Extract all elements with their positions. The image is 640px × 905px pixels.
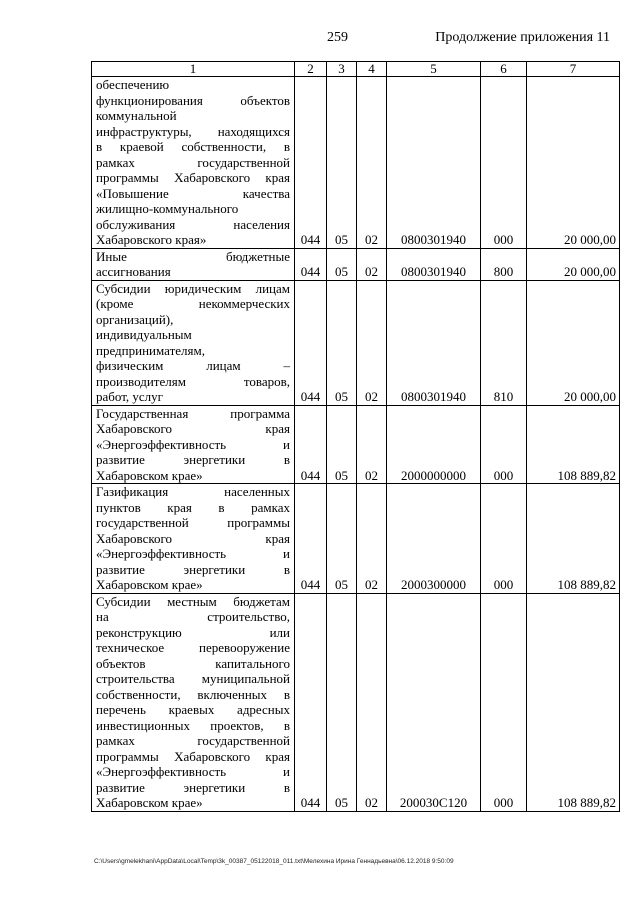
row-name-line: ассигнования xyxy=(96,264,171,279)
row-name xyxy=(92,593,295,811)
table-row xyxy=(92,77,620,249)
row-name-line: производителям товаров, xyxy=(96,373,290,389)
row-name-line: индивидуальным xyxy=(96,327,192,342)
amount-cell: 108 889,82 xyxy=(527,484,620,594)
row-name-line: Хабаровском крае» xyxy=(96,467,203,483)
row-name-line: работ, услуг xyxy=(96,389,164,404)
row-name-line: предпринимателям, xyxy=(96,342,205,358)
row-name xyxy=(92,405,295,484)
row-name xyxy=(92,484,295,594)
row-name-line: реконструкцию или xyxy=(96,624,290,640)
row-name-line: программы Хабаровского края xyxy=(96,170,290,185)
column-header: 6 xyxy=(481,62,527,77)
row-name-line: (кроме некоммерческих xyxy=(96,296,290,311)
code-glava-cell: 044 xyxy=(295,405,327,484)
code-target-cell: 2000300000 xyxy=(387,484,481,594)
row-name-line: в краевой собственности, в xyxy=(96,139,290,154)
code-razdel-cell: 05 xyxy=(327,280,357,405)
code-podrazdel-cell: 02 xyxy=(357,484,387,594)
code-podrazdel-cell: 02 xyxy=(357,280,387,405)
row-name-line: функционирования объектов xyxy=(96,92,290,108)
row-name-line: рамках государственной xyxy=(96,733,290,748)
code-target-cell: 0800301940 xyxy=(387,77,481,249)
row-name-line: обеспечению xyxy=(96,77,170,92)
code-glava-cell: 044 xyxy=(295,593,327,811)
row-name-line: Газификация населенных xyxy=(96,484,290,499)
row-name-line: Субсидии местным бюджетам xyxy=(96,593,290,609)
row-name xyxy=(92,280,295,405)
code-target-cell: 200030С120 xyxy=(387,593,481,811)
code-glava-cell: 044 xyxy=(295,484,327,594)
code-vid-cell: 800 xyxy=(481,248,527,280)
row-name-line: Субсидии юридическим лицам xyxy=(96,280,290,296)
amount-cell: 20 000,00 xyxy=(527,77,620,249)
row-name-line: на строительство, xyxy=(96,609,290,624)
column-header: 7 xyxy=(527,62,620,77)
code-razdel-cell: 05 xyxy=(327,77,357,249)
budget-table xyxy=(91,61,620,812)
code-vid-cell: 810 xyxy=(481,280,527,405)
row-name-line: организаций), xyxy=(96,311,174,327)
code-podrazdel-cell: 02 xyxy=(357,248,387,280)
row-name-line: «Энергоэффективность и xyxy=(96,764,290,779)
column-header: 4 xyxy=(357,62,387,77)
row-name-line: Хабаровском крае» xyxy=(96,577,203,592)
row-name-line: Хабаровского края xyxy=(96,421,290,436)
code-podrazdel-cell: 02 xyxy=(357,405,387,484)
amount-cell: 108 889,82 xyxy=(527,405,620,484)
amount-cell: 20 000,00 xyxy=(527,280,620,405)
code-razdel-cell: 05 xyxy=(327,484,357,594)
table-row xyxy=(92,405,620,484)
code-vid-cell: 000 xyxy=(481,593,527,811)
row-name-line: техническое перевооружение xyxy=(96,640,290,655)
row-name-line: Хабаровского края xyxy=(96,530,290,546)
code-vid-cell: 000 xyxy=(481,405,527,484)
row-name-line: рамках государственной xyxy=(96,154,290,170)
continuation-label: Продолжение приложения 11 xyxy=(435,30,610,45)
code-glava-cell: 044 xyxy=(295,280,327,405)
code-razdel-cell: 05 xyxy=(327,593,357,811)
row-name-line: Государственная программа xyxy=(96,405,290,421)
code-glava-cell: 044 xyxy=(295,248,327,280)
file-path-footer: C:\Users\gmelekhani\AppData\Local\Temp\3k_00387_05122018_011.txt\Мелехина Ирина Геннадьевна\06.12.2018 9:50:09 xyxy=(94,858,454,865)
column-header: 2 xyxy=(295,62,327,77)
page-number: 259 xyxy=(327,30,348,45)
code-razdel-cell: 05 xyxy=(327,248,357,280)
column-header: 1 xyxy=(92,62,295,77)
row-name-line: Хабаровского края» xyxy=(96,232,207,247)
row-name-line: программы Хабаровского края xyxy=(96,748,290,764)
row-name xyxy=(92,248,295,280)
code-podrazdel-cell: 02 xyxy=(357,593,387,811)
row-name xyxy=(92,77,295,249)
code-razdel-cell: 05 xyxy=(327,405,357,484)
row-name-line: физическим лицам – xyxy=(96,358,290,373)
code-target-cell: 2000000000 xyxy=(387,405,481,484)
row-name-line: Хабаровском крае» xyxy=(96,795,203,810)
column-header: 5 xyxy=(387,62,481,77)
amount-cell: 108 889,82 xyxy=(527,593,620,811)
row-name-line: инфраструктуры, находящихся xyxy=(96,123,290,139)
code-vid-cell: 000 xyxy=(481,484,527,594)
row-name-line: перечень краевых адресных xyxy=(96,702,290,717)
row-name-line: развитие энергетики в xyxy=(96,452,290,467)
row-name-line: пунктов края в рамках xyxy=(96,499,290,515)
row-name-line: развитие энергетики в xyxy=(96,561,290,577)
row-name-line: «Энергоэффективность и xyxy=(96,436,290,452)
row-name-line: инвестиционных проектов, в xyxy=(96,717,290,733)
code-glava-cell: 044 xyxy=(295,77,327,249)
header-row xyxy=(92,62,620,77)
column-header: 3 xyxy=(327,62,357,77)
code-target-cell: 0800301940 xyxy=(387,280,481,405)
table-row xyxy=(92,280,620,405)
code-podrazdel-cell: 02 xyxy=(357,77,387,249)
table-row xyxy=(92,593,620,811)
row-name-line: государственной программы xyxy=(96,515,290,530)
row-name-line: обслуживания населения xyxy=(96,216,290,232)
code-target-cell: 0800301940 xyxy=(387,248,481,280)
row-name-line: Иные бюджетные xyxy=(96,248,290,264)
code-vid-cell: 000 xyxy=(481,77,527,249)
row-name-line: «Повышение качества xyxy=(96,185,290,201)
row-name-line: жилищно-коммунального xyxy=(96,201,239,216)
row-name-line: строительства муниципальной xyxy=(96,671,290,686)
amount-cell: 20 000,00 xyxy=(527,248,620,280)
row-name-line: «Энергоэффективность и xyxy=(96,546,290,561)
row-name-line: развитие энергетики в xyxy=(96,779,290,795)
table-row xyxy=(92,484,620,594)
row-name-line: объектов капитального xyxy=(96,655,290,671)
row-name-line: коммунальной xyxy=(96,108,177,123)
table-row xyxy=(92,248,620,280)
row-name-line: собственности, включенных в xyxy=(96,686,290,702)
